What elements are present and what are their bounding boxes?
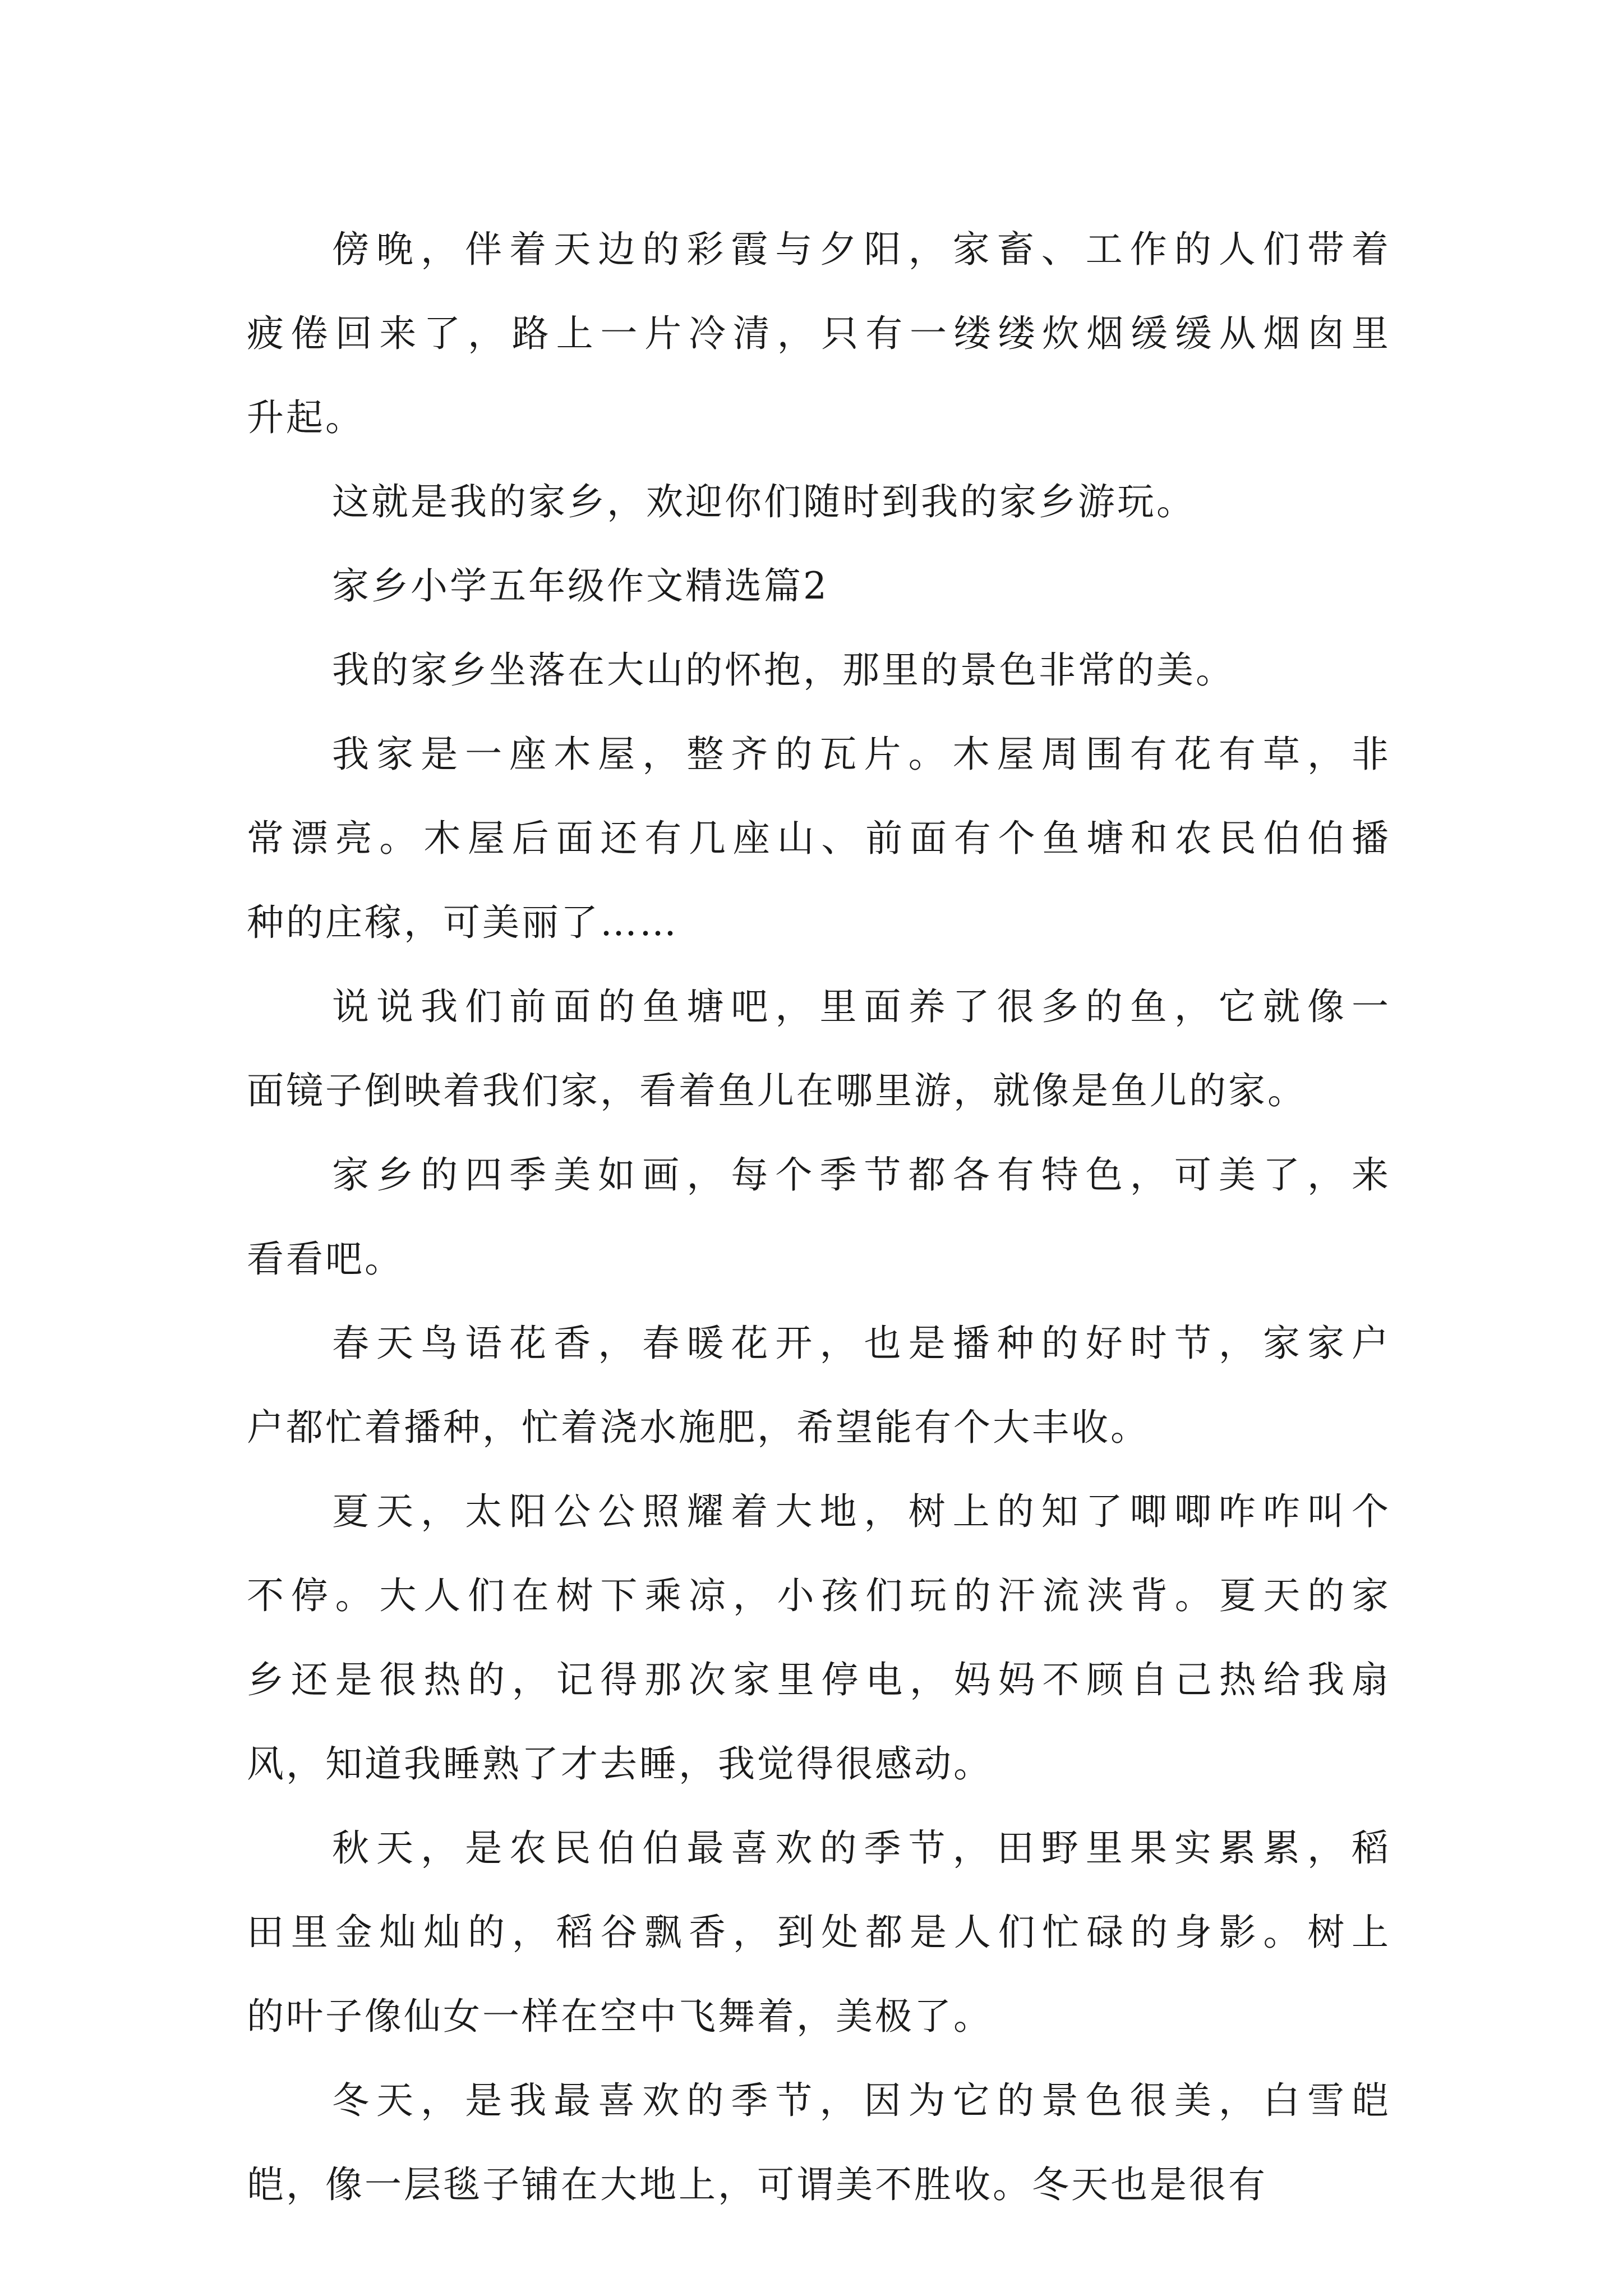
- paragraph-line: 冬天，是我最喜欢的季节，因为它的景色很美，白雪皑: [332, 2079, 1391, 2122]
- paragraph-line: 的叶子像仙女一样在空中飞舞着，美极了。: [247, 1995, 993, 2038]
- paragraph-line: 这就是我的家乡，欢迎你们随时到我的家乡游玩。: [332, 480, 1196, 523]
- paragraph: [247, 965, 1391, 1133]
- paragraph-line: 春天鸟语花香，春暖花开，也是播种的好时节，家家户: [332, 1322, 1391, 1365]
- paragraph: [247, 2059, 1391, 2227]
- paragraph-line: 我家是一座木屋，整齐的瓦片。木屋周围有花有草，非: [332, 733, 1391, 776]
- paragraph-line: 我的家乡坐落在大山的怀抱，那里的景色非常的美。: [332, 648, 1235, 692]
- paragraph-line: 乡还是很热的，记得那次家里停电，妈妈不顾自己热给我扇: [247, 1658, 1391, 1701]
- document-body: [247, 208, 1391, 2227]
- paragraph-line: 升起。: [247, 396, 365, 439]
- paragraph: [247, 1806, 1391, 2059]
- paragraph-line: 不停。大人们在树下乘凉，小孩们玩的汗流浃背。夏天的家: [247, 1574, 1391, 1617]
- paragraph: [247, 460, 1391, 544]
- paragraph: [247, 544, 1391, 628]
- paragraph-line: 户都忙着播种，忙着浇水施肥，希望能有个大丰收。: [247, 1406, 1150, 1449]
- paragraph-line: 田里金灿灿的，稻谷飘香，到处都是人们忙碌的身影。树上: [247, 1911, 1391, 1954]
- paragraph-line: 常漂亮。木屋后面还有几座山、前面有个鱼塘和农民伯伯播: [247, 817, 1391, 860]
- paragraph: [247, 1470, 1391, 1806]
- paragraph-line: 秋天，是农民伯伯最喜欢的季节，田野里果实累累，稻: [332, 1826, 1391, 1870]
- paragraph-line: 风，知道我睡熟了才去睡，我觉得很感动。: [247, 1742, 993, 1786]
- paragraph-line: 傍晚，伴着天边的彩霞与夕阳，家畜、工作的人们带着: [332, 228, 1391, 271]
- paragraph-line: 看看吧。: [247, 1237, 404, 1281]
- paragraph-line: 家乡的四季美如画，每个季节都各有特色，可美了，来: [332, 1153, 1391, 1197]
- paragraph-line: 皑，像一层毯子铺在大地上，可谓美不胜收。冬天也是很有: [247, 2163, 1267, 2206]
- paragraph-line: 家乡小学五年级作文精选篇2: [332, 564, 829, 608]
- paragraph-line: 说说我们前面的鱼塘吧，里面养了很多的鱼，它就像一: [332, 985, 1391, 1028]
- paragraph: [247, 208, 1391, 460]
- paragraph: [247, 712, 1391, 965]
- paragraph-line: 面镜子倒映着我们家，看着鱼儿在哪里游，就像是鱼儿的家。: [247, 1069, 1307, 1112]
- paragraph: [247, 1133, 1391, 1301]
- paragraph: [247, 1301, 1391, 1470]
- paragraph-line: 疲倦回来了，路上一片冷清，只有一缕缕炊烟缓缓从烟囱里: [247, 312, 1391, 355]
- paragraph-line: 夏天，太阳公公照耀着大地，树上的知了唧唧咋咋叫个: [332, 1490, 1391, 1533]
- paragraph: [247, 628, 1391, 712]
- paragraph-line: 种的庄稼，可美丽了……: [247, 901, 679, 944]
